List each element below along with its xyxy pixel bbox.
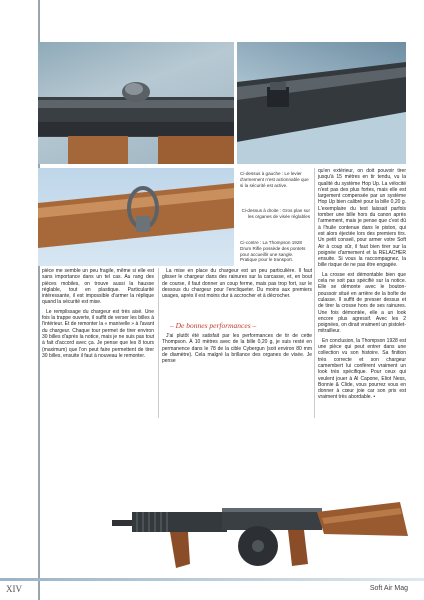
magazine-name: Soft Air Mag bbox=[369, 585, 408, 592]
caption-center: Ci-contre : La Thompson 1928 Drum Rifle possède des pontets pour accueillir une sangle. Pratique pour le transport. bbox=[240, 240, 306, 263]
paragraph: qu'en extérieur, on doit pouvoir tirer jusqu'à 15 mètres en tir tendu, vu la qualité du système Hop Up. La vélocité n'est pas des plus fortes, mais elle est largement compensée par un système Hop Up bien calibré pour la bille 0,20 g. L'exemplaire du test laissait parfois tomber une bille hors du canon après l'armement, mais je pense que c'est dû à l'huile contenue dans le piston, qui est alors éjectée lors des premiers tirs. Un petit conseil, pour armer votre Soft Air à coup sûr, il faut bien tirer sur la poignée d'armement et la RELACHER ensuite. Si vous la raccompagnez, la bille risque de ne pas être engagée. bbox=[318, 168, 406, 269]
column-2-top bbox=[162, 268, 312, 302]
page-footer bbox=[0, 578, 424, 600]
caption-top-left: Ci-dessus à gauche : Le levier d'armement n'est actionnable que si la sécurité est active. bbox=[240, 171, 309, 188]
paragraph: J'ai plutôt été satisfait par les performances de tir de cette Thompson. À 10 mètres avec de la bille 0,20 g, je suis resté en permanence dans le 78 de la cible Cybergun (soit environ 80 mm de diamètre). Cela malgré la brillance des organes de visée. Je pense bbox=[162, 333, 312, 365]
thompson-rifle-image bbox=[112, 478, 412, 578]
photo-sling-swivel bbox=[38, 168, 234, 266]
paragraph: Le remplissage du chargeur est très aisé. Une fois la trappe ouverte, il suffit de verser les billes à l'intérieur. Et de remonter la « manivelle » à l'avant du chargeur. Chaque tour permet de tirer environ 30 billes d'après la notice, mais je ne suis pas tout à fait d'accord avec ça. Je pense que les 8 tours (maximum) que l'on peut faire permettent de tirer 30 billes, ensuite il faut à nouveau le remonter. bbox=[42, 308, 154, 359]
photo-sights-art bbox=[237, 42, 406, 164]
caption-top-right: Ci-dessus à droite : Gros plan sur les organes de visée réglables bbox=[241, 208, 310, 219]
paragraph: La crosse est démontable bien que cela ne soit pas spécifié sur la notice. Elle se démonte avec le bouton-poussoir situé en arrière de la boîte de culasse. Il suffit de presser dessus et de tirer la crosse hors de ses rainures. Une fois démontée, elle a un look encore plus agressif. Avec les 2 poignées, on dirait vraiment un pistolet-mitrailleur. bbox=[318, 271, 406, 335]
paragraph: pièce me semble un peu fragile, même si elle est sans importance dans un tel cas. Au rang des pièces mobiles, on trouve aussi la hausse réglable, tout en plastique. Particularité intéressante, il est impossible d'armer la réplique quand la sécurité est mise. bbox=[42, 268, 154, 306]
column-1 bbox=[42, 268, 154, 362]
photo-sights bbox=[237, 42, 406, 164]
column-3 bbox=[318, 168, 406, 404]
section-subheading: – De bonnes performances – bbox=[170, 321, 257, 330]
end-mark: • bbox=[373, 394, 376, 401]
page-number: XIV bbox=[6, 584, 22, 594]
column-2-bottom bbox=[162, 333, 312, 367]
photo-cocking-lever bbox=[38, 42, 234, 164]
footer-bar bbox=[0, 578, 424, 581]
column-rule bbox=[314, 168, 315, 418]
paragraph bbox=[318, 338, 406, 401]
photo-cocking-lever-art bbox=[38, 42, 234, 164]
photo-sling-swivel-art bbox=[38, 168, 234, 266]
paragraph: La mise en place du chargeur est un peu particulière. Il faut glisser le chargeur dans des rainures sur la carcasse, et, en bout de course, il faut donner un coup ferme, mais pas trop fort, sur le dessous du chargeur pour l'encliqueter. Du moins aux premiers usages, après il est moins dur à accrocher et à décrocher. bbox=[162, 268, 312, 300]
column-rule bbox=[158, 268, 159, 418]
conclusion-text: En conclusion, la Thompson 1928 est une pièce qui peut entrer dans une collection vu son histoire. Sa finition très correcte et son chargeur camembert lui confèrent vraiment un look très spécifique. Pour ceux qui veulent jouer à Al Capone, Eliot Ness, Bonnie & Clide, vous pourrez vous en donner à cœur joie car son prix est vraiment très abordable. bbox=[318, 337, 406, 401]
